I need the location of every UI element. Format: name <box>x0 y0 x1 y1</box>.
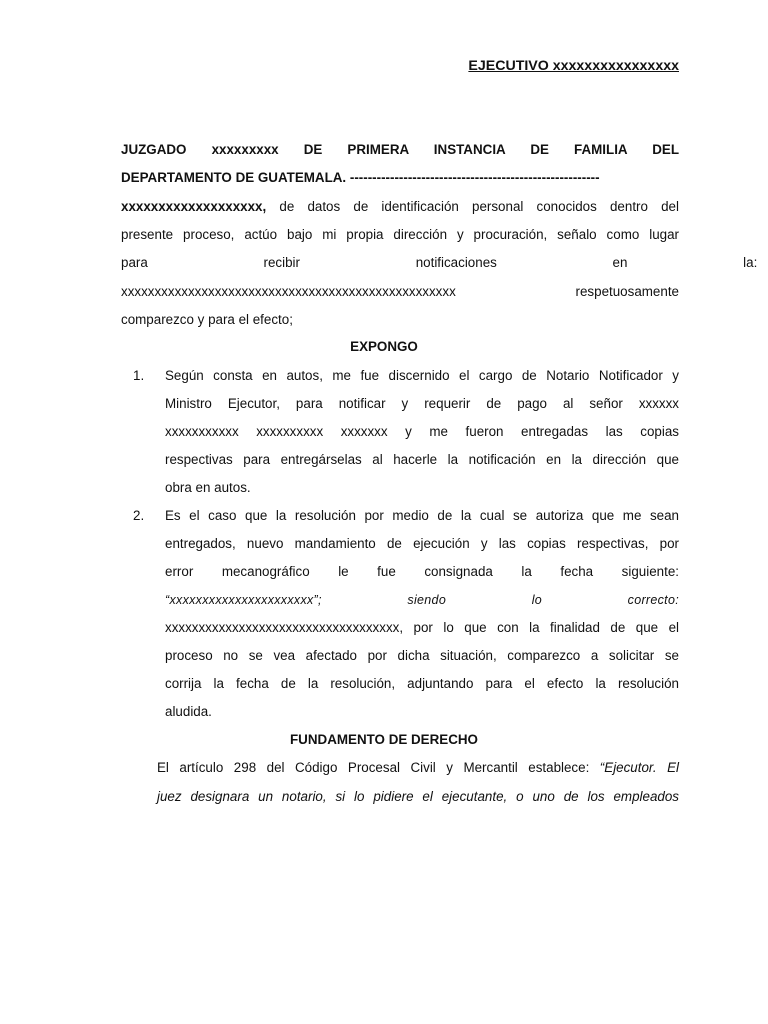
intro-line-2: presente proceso, actúo bajo mi propia dirección y procuración, señalo como lugar <box>121 227 679 242</box>
item-2-line: proceso no se vea afectado por dicha situación, comparezco a solicitar se <box>165 648 679 663</box>
section-title-fundamento: FUNDAMENTO DE DERECHO <box>290 732 478 747</box>
item-2-line: xxxxxxxxxxxxxxxxxxxxxxxxxxxxxxxxxxx, por lo que con la finalidad de que el <box>165 620 679 635</box>
section-title-expongo: EXPONGO <box>350 339 418 354</box>
item-2-line: “xxxxxxxxxxxxxxxxxxxxxx”; siendo lo correcto: <box>165 593 679 607</box>
case-reference-header: EJECUTIVO xxxxxxxxxxxxxxxx <box>468 58 679 74</box>
petitioner-name: xxxxxxxxxxxxxxxxxxx, <box>121 199 267 214</box>
intro-line-4: xxxxxxxxxxxxxxxxxxxxxxxxxxxxxxxxxxxxxxxxxxxxxxxxxx respetuosamente <box>121 284 679 299</box>
intro-line-3: para recibir notificaciones en la: <box>121 255 758 270</box>
item-1-line: Según consta en autos, me fue discernido el cargo de Notario Notificador y <box>165 368 679 383</box>
item-1-line: respectivas para entregárselas al hacerle la notificación en la dirección que <box>165 452 679 467</box>
item-1-line: xxxxxxxxxxx xxxxxxxxxx xxxxxxx y me fueron entregadas las copias <box>165 424 679 439</box>
item-2-line: Es el caso que la resolución por medio de la cual se autoriza que me sean <box>165 508 679 523</box>
item-1-line: obra en autos. <box>165 480 251 495</box>
item-2-number: 2. <box>133 508 145 523</box>
law-line-1-quote: “Ejecutor. El <box>599 760 679 775</box>
item-1-number: 1. <box>133 368 145 383</box>
item-2-line: error mecanográfico le fue consignada la fecha siguiente: <box>165 564 679 579</box>
law-line-1-text: El artículo 298 del Código Procesal Civil y Mercantil establece: <box>157 760 600 775</box>
addressee-line-1: JUZGADO xxxxxxxxx DE PRIMERA INSTANCIA DE FAMILIA DEL <box>121 142 679 157</box>
law-line-1 <box>157 759 679 777</box>
item-1-line: Ministro Ejecutor, para notificar y requerir de pago al señor xxxxxx <box>165 396 679 411</box>
intro-line-1 <box>121 198 679 216</box>
intro-line-5: comparezco y para el efecto; <box>121 312 293 327</box>
addressee-line-2: DEPARTAMENTO DE GUATEMALA. -------------------------------------------------------- <box>121 170 600 185</box>
item-2-line: corrija la fecha de la resolución, adjuntando para el efecto la resolución <box>165 676 679 691</box>
law-line-2: juez designara un notario, si lo pidiere el ejecutante, o uno de los empleados <box>157 789 679 804</box>
intro-line-1-rest: de datos de identificación personal conocidos dentro del <box>279 199 679 214</box>
item-2-line: aludida. <box>165 704 212 719</box>
item-2-line: entregados, nuevo mandamiento de ejecución y las copias respectivas, por <box>165 536 679 551</box>
